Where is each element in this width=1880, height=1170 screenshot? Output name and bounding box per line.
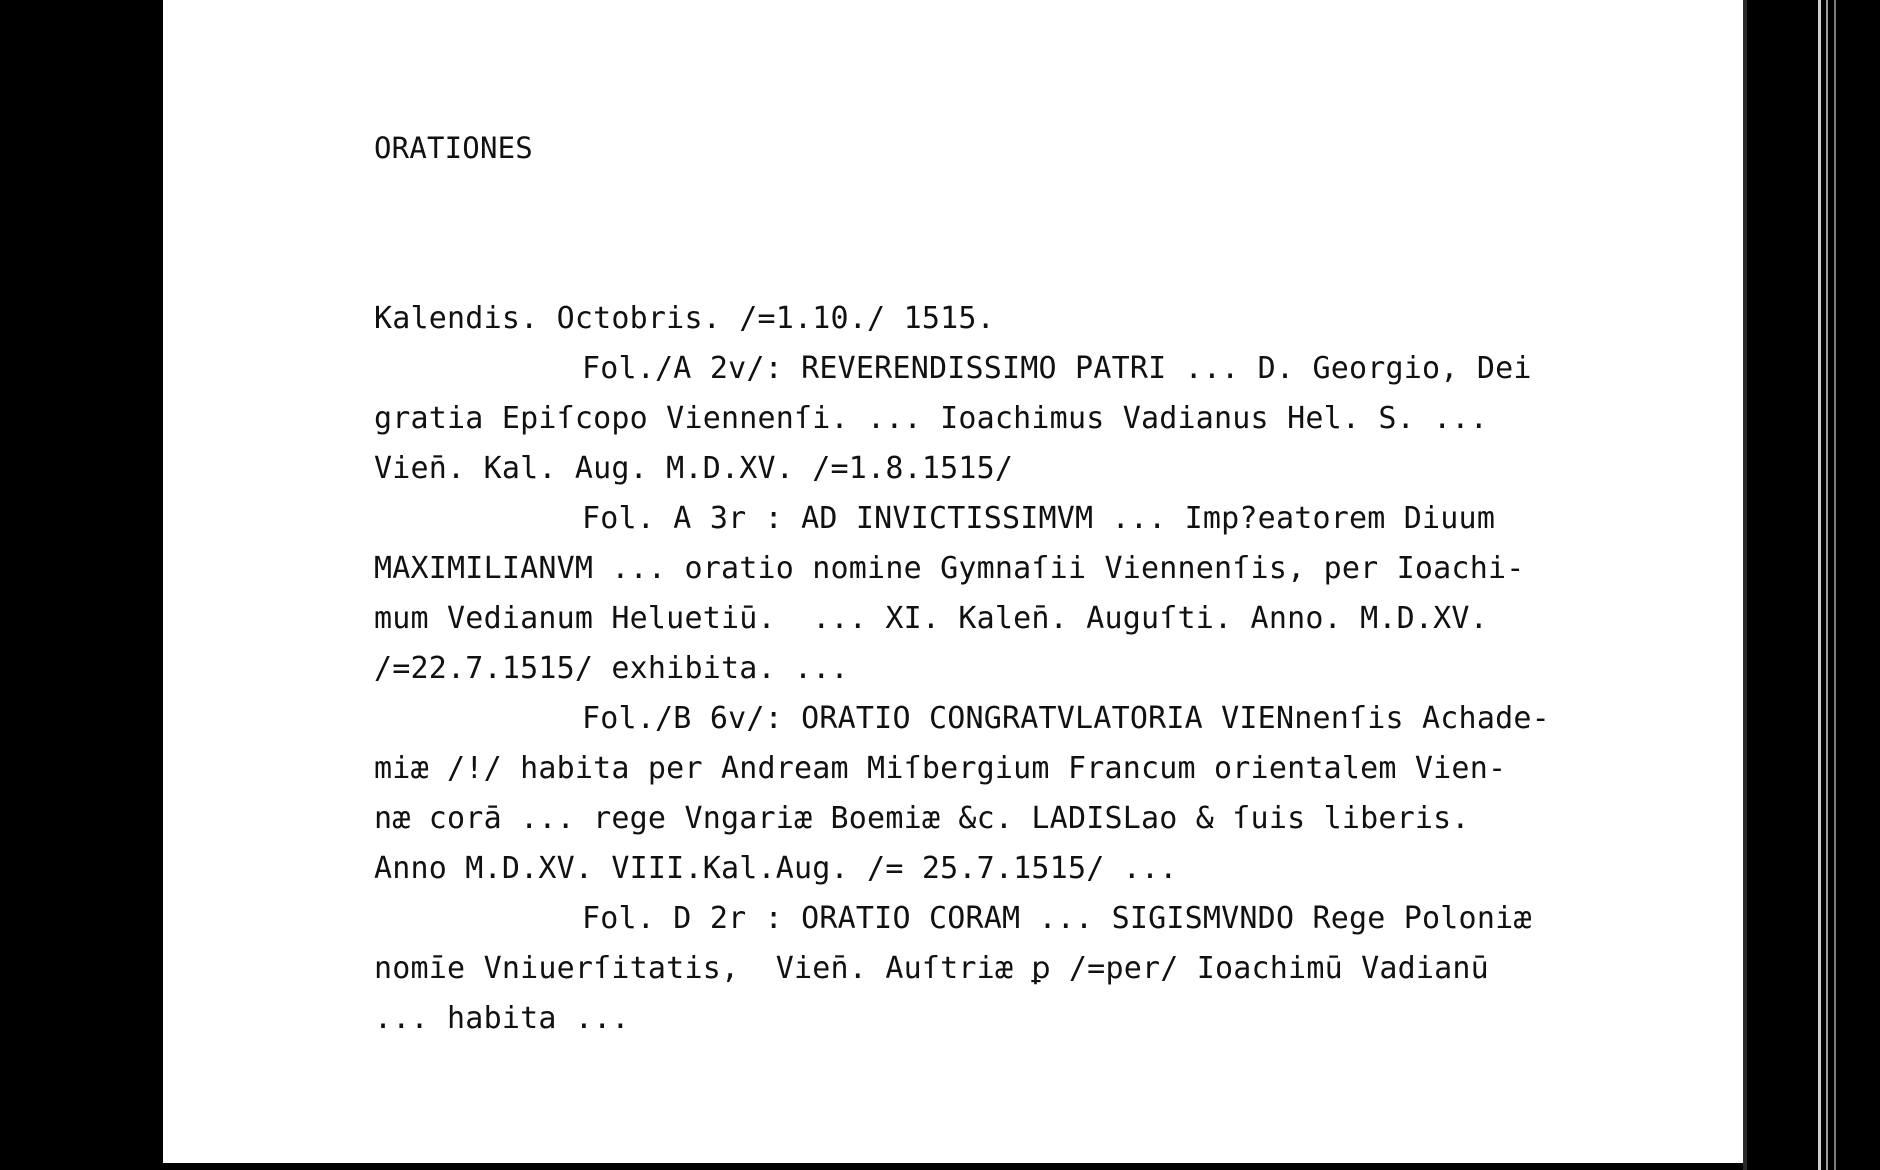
page-edge-shadow <box>1743 0 1747 1170</box>
card-line: MAXIMILIANVM ... oratio nomine Gymnaſii Viennenſis, per Ioachi- <box>374 551 1525 586</box>
card-line: /=22.7.1515/ exhibita. ... <box>374 651 849 686</box>
card-line: miæ /!/ habita per Andream Miſbergium Francum orientalem Vien- <box>374 751 1507 786</box>
card-line: gratia Epiſcopo Viennenſi. ... Ioachimus Vadianus Hel. S. ... <box>374 401 1488 436</box>
card-body <box>374 294 1674 1044</box>
card-line: Anno M.D.XV. VIII.Kal.Aug. /= 25.7.1515/ ... <box>374 851 1178 886</box>
card-line: Fol. A 3r : AD INVICTISSIMVM ... Imp?eatorem Diuum <box>582 501 1496 536</box>
card-line: Fol./A 2v/: REVERENDISSIMO PATRI ... D. Georgio, Dei <box>582 351 1532 386</box>
card-line: Fol. D 2r : ORATIO CORAM ... SIGISMVNDO Rege Poloniæ <box>582 901 1532 936</box>
scan-border-stripe <box>1834 0 1836 1170</box>
card-line: Fol./B 6v/: ORATIO CONGRATVLATORIA VIENnenſis Achade- <box>582 701 1550 736</box>
card-text-block <box>374 128 1674 1044</box>
scan-border-stripe <box>1826 0 1828 1170</box>
card-heading: ORATIONES <box>374 131 533 165</box>
card-line: ... habita ... <box>374 1001 630 1036</box>
card-line: mum Vedianum Heluetiū. ... XI. Kalen̄. Auguſti. Anno. M.D.XV. <box>374 601 1488 636</box>
card-line: næ corā ... rege Vngariæ Boemiæ &c. LADISLao & ſuis liberis. <box>374 801 1470 836</box>
scan-border-stripe <box>1818 0 1821 1170</box>
card-line: Vien̄. Kal. Aug. M.D.XV. /=1.8.1515/ <box>374 451 1014 486</box>
card-line: nomīe Vniuerſitatis, Vien̄. Auſtriæ ꝑ /=per/ Ioachimū Vadianū <box>374 951 1489 986</box>
card-line: Kalendis. Octobris. /=1.10./ 1515. <box>374 301 995 336</box>
